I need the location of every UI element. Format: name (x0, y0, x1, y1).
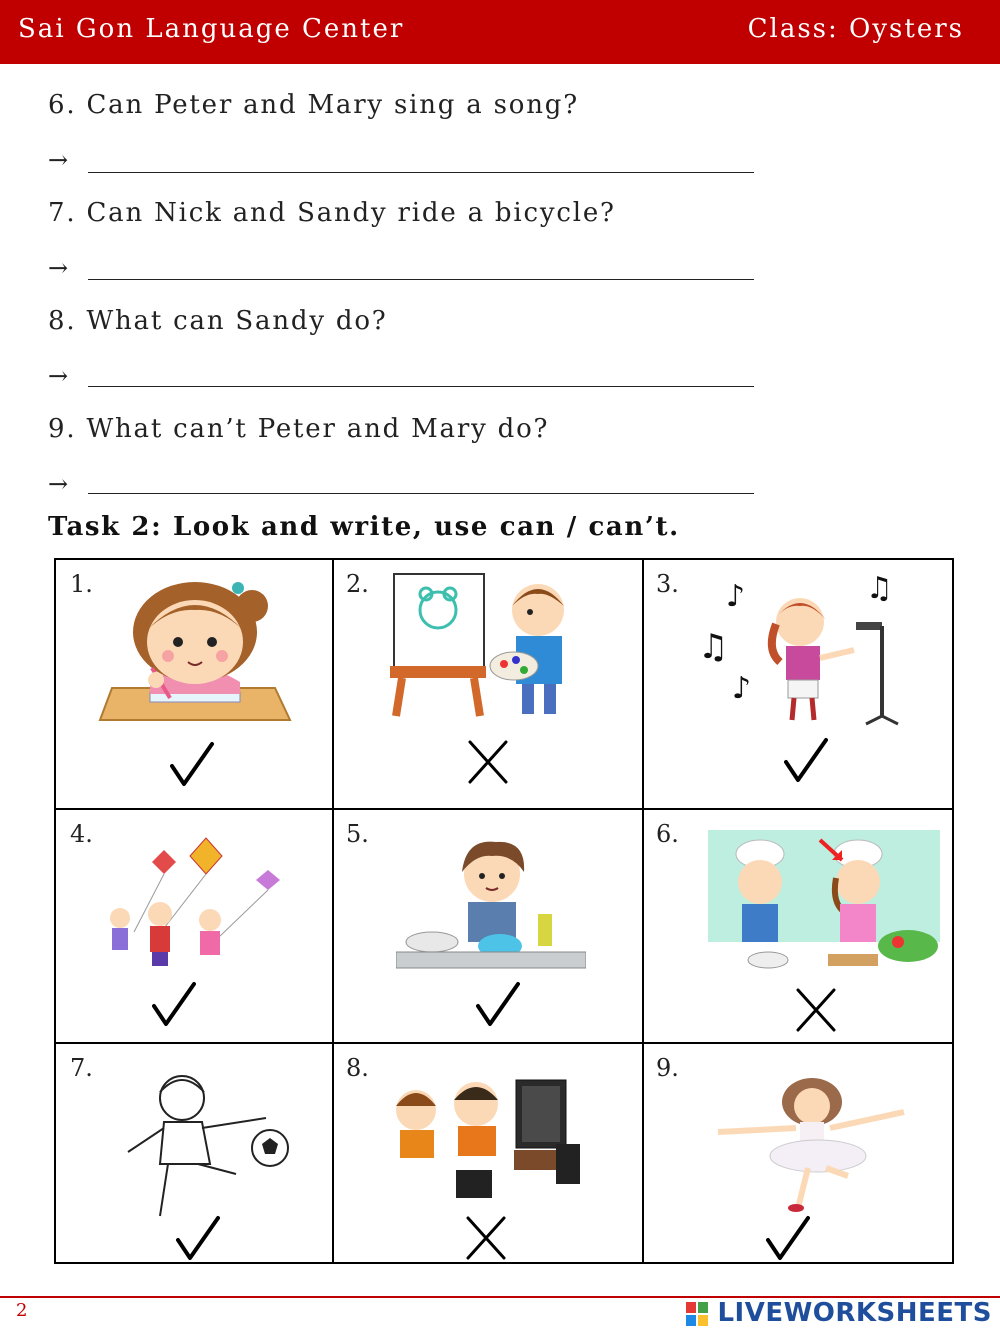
check-mark-icon (170, 740, 214, 788)
check-mark-icon (476, 980, 520, 1028)
svg-text:♫: ♫ (698, 627, 729, 667)
check-mark-icon (176, 1214, 220, 1262)
kids-playing-video-games-picture (386, 1074, 592, 1202)
answer-line-7[interactable] (88, 279, 754, 280)
girl-dancing-ballet-picture (708, 1072, 914, 1212)
cell-number: 3. (656, 570, 679, 598)
grid-cell-4 (56, 810, 332, 1042)
cell-number: 1. (70, 570, 93, 598)
page-header (0, 0, 1000, 64)
picture-grid (54, 558, 954, 1264)
grid-cell-1 (56, 560, 332, 808)
cross-mark-icon (464, 1214, 508, 1262)
class-label: Class: Oysters (747, 14, 964, 44)
check-mark-icon (766, 1214, 810, 1262)
question-8: 8. What can Sandy do? (48, 306, 388, 336)
svg-text:♪: ♪ (732, 671, 752, 706)
answer-line-6[interactable] (88, 172, 754, 173)
svg-text:♫: ♫ (866, 571, 893, 606)
children-flying-kites-picture (98, 836, 288, 970)
grid-cell-9 (644, 1044, 954, 1264)
cell-number: 9. (656, 1054, 679, 1082)
arrow-icon: → (48, 146, 69, 174)
grid-cell-6 (644, 810, 954, 1042)
children-cooking-picture (708, 830, 940, 986)
cell-number: 8. (346, 1054, 369, 1082)
cell-number: 2. (346, 570, 369, 598)
cross-mark-icon (794, 986, 838, 1034)
cell-number: 4. (70, 820, 93, 848)
grid-cell-5 (334, 810, 642, 1042)
svg-text:♪: ♪ (726, 579, 746, 614)
liveworksheets-logo-icon (686, 1302, 708, 1326)
cell-number: 7. (70, 1054, 93, 1082)
cell-number: 6. (656, 820, 679, 848)
girl-singing-picture (696, 570, 910, 726)
grid-cell-3 (644, 560, 954, 808)
grid-cell-7 (56, 1044, 332, 1264)
grid-cell-2 (334, 560, 642, 808)
answer-line-8[interactable] (88, 386, 754, 387)
answer-line-9[interactable] (88, 493, 754, 494)
question-7: 7. Can Nick and Sandy ride a bicycle? (48, 198, 616, 228)
center-name: Sai Gon Language Center (18, 14, 405, 44)
task-2-title: Task 2: Look and write, use can / can’t. (48, 512, 680, 542)
check-mark-icon (152, 980, 196, 1028)
question-9: 9. What can’t Peter and Mary do? (48, 414, 550, 444)
boy-washing-dishes-picture (396, 834, 586, 980)
arrow-icon: → (48, 254, 69, 282)
arrow-icon: → (48, 362, 69, 390)
grid-cell-8 (334, 1044, 642, 1264)
check-mark-icon (784, 736, 828, 784)
boy-playing-football-picture (120, 1068, 300, 1218)
girl-writing-picture (90, 570, 300, 722)
cross-mark-icon (466, 738, 510, 786)
brand-wordmark[interactable]: LIVEWORKSHEETS (717, 1298, 992, 1328)
page-number: 2 (16, 1300, 28, 1321)
arrow-icon: → (48, 470, 69, 498)
question-6: 6. Can Peter and Mary sing a song? (48, 90, 579, 120)
boy-painting-picture (388, 570, 592, 722)
cell-number: 5. (346, 820, 369, 848)
